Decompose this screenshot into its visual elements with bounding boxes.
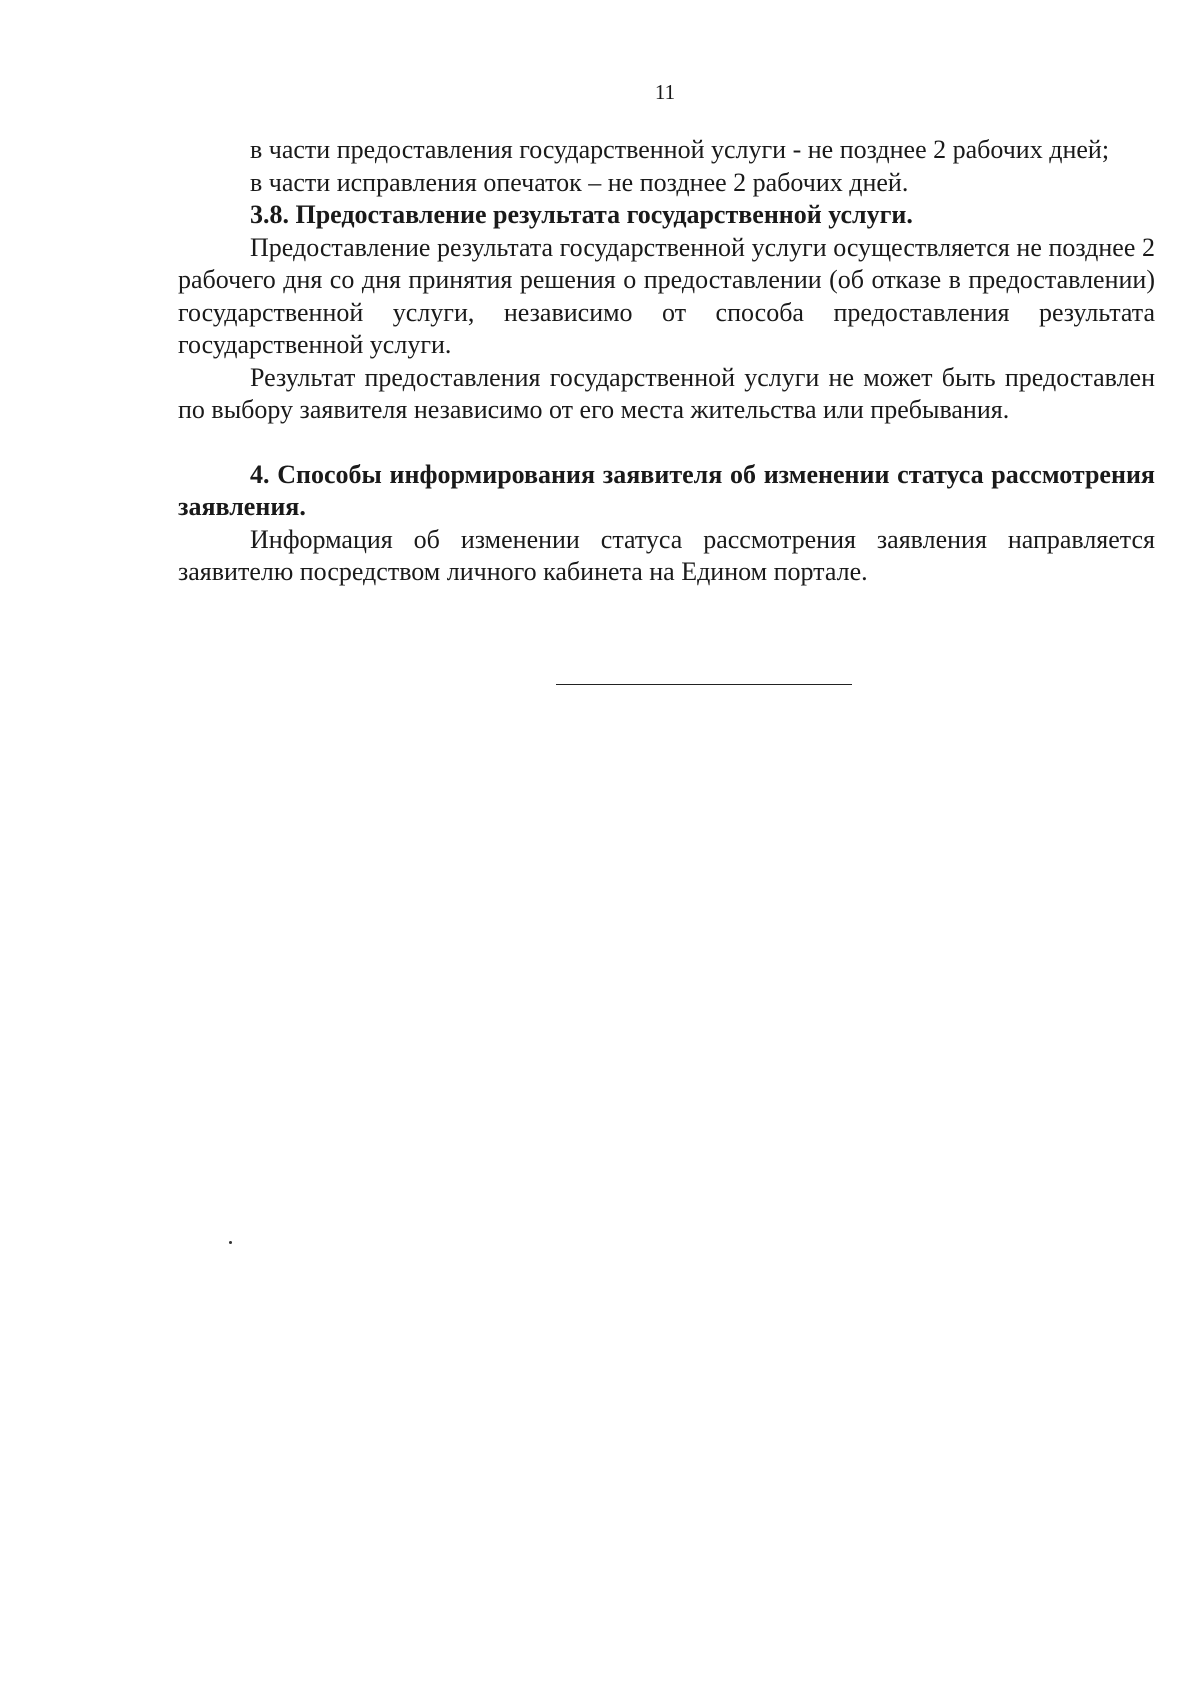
paragraph-deadline-typos: в части исправления опечаток – не позднее 2 рабочих дней. bbox=[250, 167, 909, 197]
paragraph-status-info: Информация об изменении статуса рассмотрения заявления направляется заявителю посредством личного кабинета на Едином портале. bbox=[178, 524, 1155, 586]
section-4-heading: 4. Способы информирования заявителя об изменении статуса рассмотрения заявления. bbox=[178, 459, 1155, 521]
document-body bbox=[178, 134, 1155, 589]
paragraph-deadline-service: в части предоставления государственной услуги - не позднее 2 рабочих дней; bbox=[250, 135, 1110, 164]
scan-speck bbox=[229, 1241, 232, 1244]
paragraph-result-location: Результат предоставления государственной услуги не может быть предоставлен по выбору заявителя независимо от его места жительства или пребывания. bbox=[178, 362, 1155, 424]
section-3-8-heading: 3.8. Предоставление результата государственной услуги. bbox=[250, 200, 913, 229]
page-number: 11 bbox=[654, 80, 676, 104]
end-of-text-rule bbox=[556, 684, 852, 685]
paragraph-result-timing: Предоставление результата государственной услуги осуществляется не позднее 2 рабочего дня со дня принятия решения о предоставлении (об отказе в предоставлении) государственной услуги, независимо от способа предоставления результата государственной услуги. bbox=[178, 232, 1155, 359]
